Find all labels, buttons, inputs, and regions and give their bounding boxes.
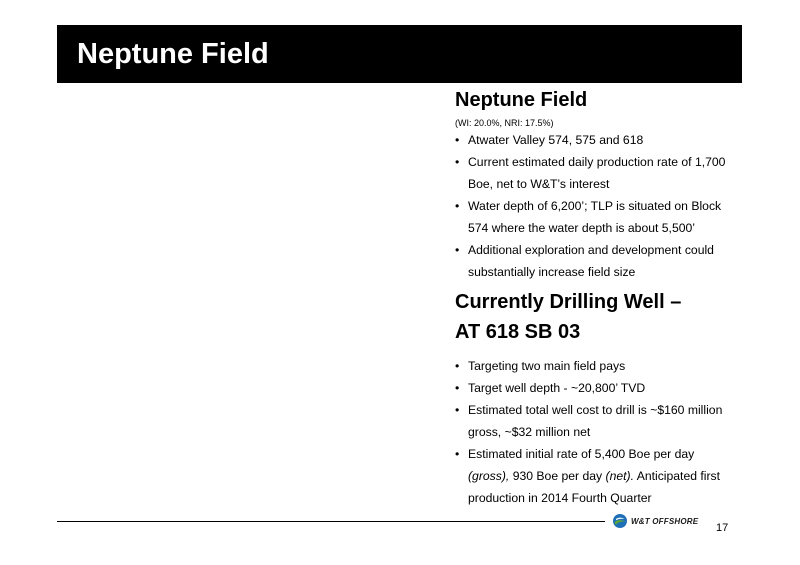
bullet-item [455, 151, 745, 195]
page-number: 17 [716, 522, 729, 534]
bullet-text: Atwater Valley 574, 575 and 618 [468, 133, 644, 147]
bullet-text: Boe, net to W&T’s interest [468, 177, 610, 191]
bullet-text: Anticipated first [633, 469, 721, 483]
bullet-item [455, 239, 745, 283]
bullet-text: Estimated total well cost to drill is ~$160 million [468, 403, 723, 417]
interest-subheading: (WI: 20.0%, NRI: 17.5%) [455, 118, 554, 128]
drilling-heading [455, 287, 745, 347]
bullet-item [455, 129, 745, 151]
bullet-item [455, 355, 745, 377]
footer-divider [57, 521, 605, 522]
content-panel [455, 88, 745, 509]
drilling-heading-line2: AT 618 SB 03 [455, 321, 581, 343]
bullet-item [455, 377, 745, 399]
bullet-text: Target well depth - ~20,800’ TVD [468, 381, 646, 395]
bullet-text: Additional exploration and development could [468, 243, 714, 257]
bullet-item [455, 399, 745, 443]
net-label: (net). [605, 469, 634, 483]
bullet-text: production in 2014 Fourth Quarter [468, 491, 652, 505]
gross-label: (gross), [468, 469, 510, 483]
logo-text: W&T OFFSHORE [631, 516, 699, 526]
bullet-text: gross, ~$32 million net [468, 425, 591, 439]
slide-title: Neptune Field [77, 38, 269, 70]
bullet-text: Current estimated daily production rate of 1,700 [468, 155, 726, 169]
field-bullet-list [455, 129, 745, 283]
bullet-text: 930 Boe per day [509, 469, 606, 483]
bullet-text: 574 where the water depth is about 5,500’ [468, 221, 695, 235]
drilling-bullet-list [455, 355, 745, 509]
bullet-item [455, 443, 745, 509]
drilling-heading-line1: Currently Drilling Well – [455, 291, 682, 313]
section-heading: Neptune Field [455, 89, 588, 111]
title-bar [57, 25, 742, 83]
bullet-text: Water depth of 6,200’; TLP is situated on Block [468, 199, 722, 213]
bullet-text: Estimated initial rate of 5,400 Boe per day [468, 447, 695, 461]
bullet-item [455, 195, 745, 239]
company-logo [612, 512, 698, 530]
bullet-text: substantially increase field size [468, 265, 636, 279]
wt-offshore-logo-icon [612, 513, 628, 529]
bullet-text: Targeting two main field pays [468, 359, 626, 373]
